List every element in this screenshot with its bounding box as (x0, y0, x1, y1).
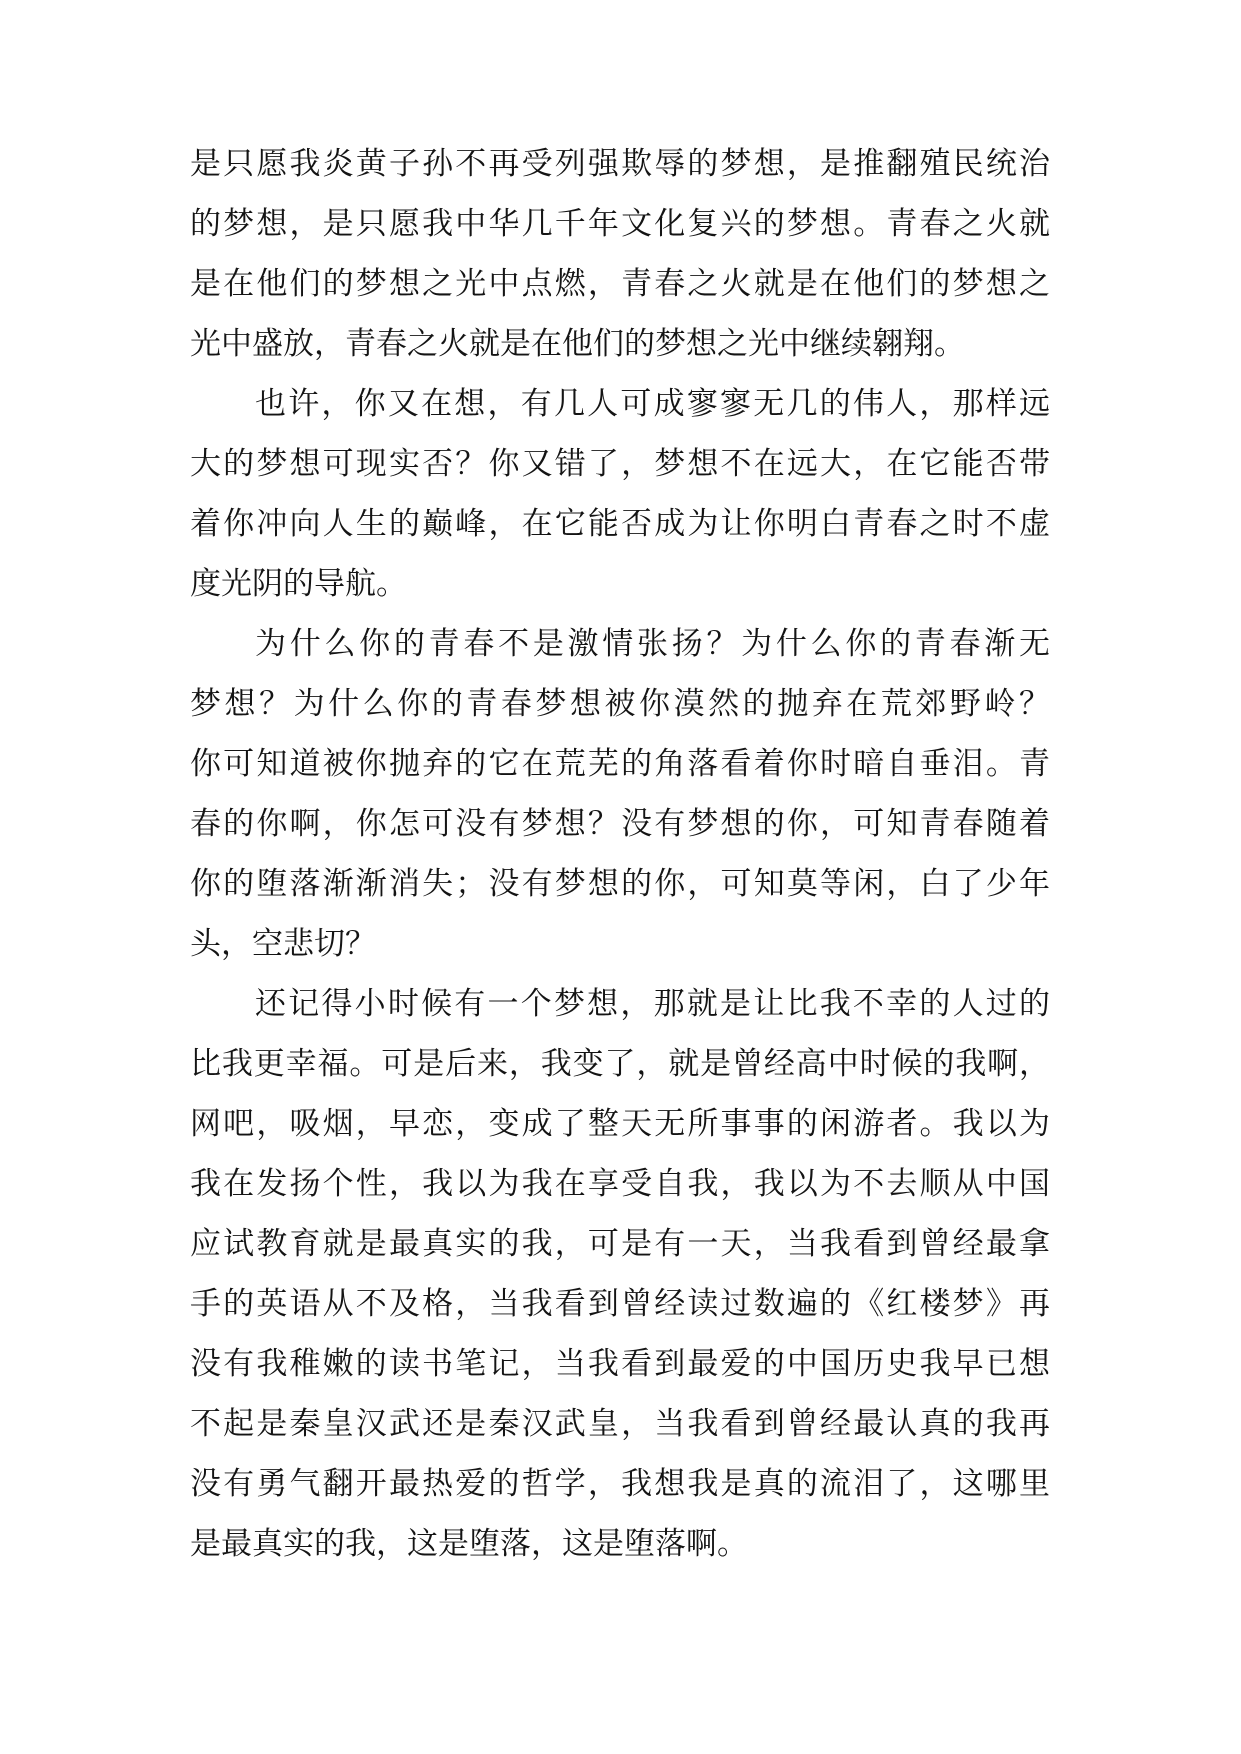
text-line: 是最真实的我，这是堕落，这是堕落啊。 (190, 1526, 748, 1562)
text-line: 我在发扬个性，我以为我在享受自我，我以为不去顺从中国 (190, 1166, 1050, 1202)
text-line: 为什么你的青春不是激情张扬？为什么你的青春渐无 (255, 626, 1050, 662)
text-line: 是只愿我炎黄子孙不再受列强欺辱的梦想，是推翻殖民统治 (190, 146, 1050, 182)
text-line: 度光阴的导航。 (190, 566, 407, 602)
text-line: 还记得小时候有一个梦想，那就是让比我不幸的人过的 (255, 986, 1050, 1022)
text-line: 光中盛放，青春之火就是在他们的梦想之光中继续翱翔。 (190, 326, 965, 362)
text-line: 手的英语从不及格，当我看到曾经读过数遍的《红楼梦》再 (190, 1286, 1050, 1322)
text-line: 比我更幸福。可是后来，我变了，就是曾经高中时候的我啊， (190, 1046, 1050, 1082)
text-line: 也许，你又在想，有几人可成寥寥无几的伟人，那样远 (255, 386, 1050, 422)
text-line: 的梦想，是只愿我中华几千年文化复兴的梦想。青春之火就 (190, 206, 1050, 242)
text-line: 春的你啊，你怎可没有梦想？没有梦想的你，可知青春随着 (190, 806, 1050, 842)
text-line: 梦想？为什么你的青春梦想被你漠然的抛弃在荒郊野岭？ (190, 686, 1050, 722)
text-line: 不起是秦皇汉武还是秦汉武皇，当我看到曾经最认真的我再 (190, 1406, 1050, 1442)
text-line: 头，空悲切？ (190, 926, 376, 962)
text-line: 你的堕落渐渐消失；没有梦想的你，可知莫等闲，白了少年 (190, 866, 1050, 902)
text-line: 网吧，吸烟，早恋，变成了整天无所事事的闲游者。我以为 (190, 1106, 1050, 1142)
text-line: 是在他们的梦想之光中点燃，青春之火就是在他们的梦想之 (190, 266, 1050, 302)
text-line: 没有勇气翻开最热爱的哲学，我想我是真的流泪了，这哪里 (190, 1466, 1050, 1502)
text-line: 你可知道被你抛弃的它在荒芜的角落看着你时暗自垂泪。青 (190, 746, 1050, 782)
text-line: 应试教育就是最真实的我，可是有一天，当我看到曾经最拿 (190, 1226, 1050, 1262)
text-line: 没有我稚嫩的读书笔记，当我看到最爱的中国历史我早已想 (190, 1346, 1050, 1382)
text-line: 大的梦想可现实否？你又错了，梦想不在远大，在它能否带 (190, 446, 1050, 482)
text-line: 着你冲向人生的巅峰，在它能否成为让你明白青春之时不虚 (190, 506, 1050, 542)
